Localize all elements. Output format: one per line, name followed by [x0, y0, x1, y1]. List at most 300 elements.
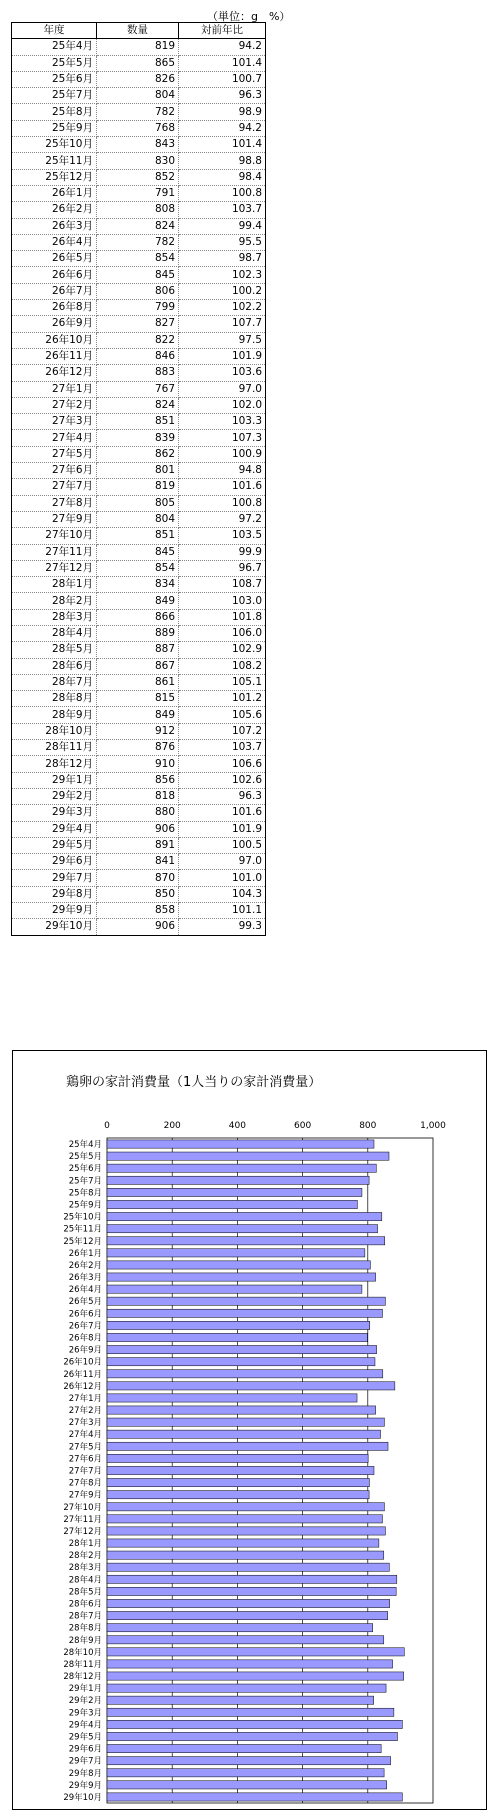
y-tick-label: 29年10月	[63, 1792, 102, 1803]
cell-year: 25年10月	[12, 137, 97, 153]
data-table	[11, 22, 266, 936]
cell-year: 27年8月	[12, 495, 97, 511]
cell-year: 26年11月	[12, 348, 97, 364]
bar	[107, 1237, 385, 1245]
cell-quantity: 850	[97, 886, 179, 902]
cell-yoy-ratio: 107.3	[179, 430, 266, 446]
cell-yoy-ratio: 101.9	[179, 821, 266, 837]
bar	[107, 1152, 389, 1160]
bar	[107, 1176, 369, 1184]
cell-quantity: 861	[97, 674, 179, 690]
bar	[107, 1611, 388, 1619]
y-tick-label: 28年1月	[68, 1539, 102, 1550]
cell-quantity: 824	[97, 397, 179, 413]
bar	[107, 1636, 384, 1644]
bar	[107, 1345, 377, 1353]
y-tick-label: 26年5月	[68, 1297, 102, 1308]
y-tick-label: 25年4月	[68, 1140, 102, 1151]
y-tick-label: 27年5月	[68, 1442, 102, 1453]
x-tick-label: 400	[228, 1121, 246, 1131]
cell-year: 25年4月	[12, 39, 97, 55]
bar	[107, 1648, 404, 1656]
unit-note: （単位：g %）	[207, 10, 291, 23]
cell-yoy-ratio: 95.5	[179, 234, 266, 250]
bar	[107, 1599, 390, 1607]
table-row	[12, 120, 266, 136]
cell-quantity: 830	[97, 153, 179, 169]
cell-quantity: 843	[97, 137, 179, 153]
cell-year: 28年1月	[12, 577, 97, 593]
table-row	[12, 71, 266, 87]
cell-year: 26年2月	[12, 202, 97, 218]
table-header-row	[12, 23, 266, 39]
table-row	[12, 267, 266, 283]
cell-year: 26年3月	[12, 218, 97, 234]
y-tick-label: 26年11月	[63, 1369, 102, 1380]
table-row	[12, 788, 266, 804]
cell-year: 25年8月	[12, 104, 97, 120]
y-tick-label: 25年10月	[63, 1212, 102, 1223]
cell-year: 27年2月	[12, 397, 97, 413]
table-row	[12, 137, 266, 153]
table-row	[12, 886, 266, 902]
cell-yoy-ratio: 108.7	[179, 577, 266, 593]
x-tick-label: 600	[294, 1121, 312, 1131]
table-row	[12, 577, 266, 593]
chart-title: 鶏卵の家計消費量（1人当りの家計消費量）	[66, 1075, 322, 1090]
bar	[107, 1200, 357, 1208]
x-tick-label: 0	[104, 1121, 110, 1131]
bar	[107, 1744, 381, 1752]
bar	[107, 1442, 388, 1450]
cell-quantity: 846	[97, 348, 179, 364]
cell-year: 29年10月	[12, 919, 97, 935]
cell-quantity: 851	[97, 414, 179, 430]
table-row	[12, 642, 266, 658]
cell-quantity: 867	[97, 658, 179, 674]
cell-year: 29年7月	[12, 870, 97, 886]
cell-yoy-ratio: 103.3	[179, 414, 266, 430]
bar	[107, 1273, 376, 1281]
y-tick-label: 27年2月	[68, 1406, 102, 1417]
cell-year: 29年4月	[12, 821, 97, 837]
bar	[107, 1551, 384, 1559]
cell-quantity: 849	[97, 707, 179, 723]
cell-yoy-ratio: 101.9	[179, 348, 266, 364]
cell-quantity: 839	[97, 430, 179, 446]
bar	[107, 1140, 374, 1148]
table-row	[12, 707, 266, 723]
cell-quantity: 805	[97, 495, 179, 511]
y-tick-label: 28年2月	[68, 1551, 102, 1562]
cell-quantity: 851	[97, 528, 179, 544]
y-tick-label: 27年3月	[68, 1418, 102, 1429]
bar	[107, 1466, 374, 1474]
cell-yoy-ratio: 100.9	[179, 446, 266, 462]
cell-year: 29年2月	[12, 788, 97, 804]
cell-yoy-ratio: 102.2	[179, 300, 266, 316]
cell-quantity: 841	[97, 854, 179, 870]
table-row	[12, 919, 266, 935]
chart-area	[12, 1050, 487, 1810]
cell-year: 28年5月	[12, 642, 97, 658]
cell-quantity: 876	[97, 740, 179, 756]
cell-quantity: 883	[97, 365, 179, 381]
cell-yoy-ratio: 100.5	[179, 837, 266, 853]
table-row	[12, 821, 266, 837]
y-tick-label: 29年2月	[68, 1696, 102, 1707]
bar	[107, 1418, 384, 1426]
cell-year: 26年9月	[12, 316, 97, 332]
table-row	[12, 332, 266, 348]
bar	[107, 1382, 395, 1390]
y-tick-label: 26年3月	[68, 1273, 102, 1284]
table-row	[12, 544, 266, 560]
cell-yoy-ratio: 97.0	[179, 854, 266, 870]
cell-yoy-ratio: 102.0	[179, 397, 266, 413]
cell-year: 25年7月	[12, 88, 97, 104]
cell-quantity: 822	[97, 332, 179, 348]
cell-year: 27年6月	[12, 463, 97, 479]
y-tick-label: 27年10月	[63, 1502, 102, 1513]
bar	[107, 1503, 384, 1511]
bar	[107, 1769, 384, 1777]
y-tick-label: 25年11月	[63, 1224, 102, 1235]
cell-yoy-ratio: 94.2	[179, 39, 266, 55]
cell-year: 26年8月	[12, 300, 97, 316]
y-tick-label: 29年8月	[68, 1768, 102, 1779]
chart-svg	[13, 1051, 488, 1811]
table-row	[12, 153, 266, 169]
cell-yoy-ratio: 94.8	[179, 463, 266, 479]
cell-yoy-ratio: 101.1	[179, 903, 266, 919]
table-row	[12, 609, 266, 625]
table-row	[12, 234, 266, 250]
cell-yoy-ratio: 103.5	[179, 528, 266, 544]
cell-year: 27年10月	[12, 528, 97, 544]
cell-yoy-ratio: 96.3	[179, 788, 266, 804]
bar	[107, 1297, 385, 1305]
bar	[107, 1285, 362, 1293]
table-row	[12, 854, 266, 870]
table-row	[12, 528, 266, 544]
bar	[107, 1587, 396, 1595]
bar	[107, 1309, 382, 1317]
cell-year: 25年6月	[12, 71, 97, 87]
bar	[107, 1539, 379, 1547]
table-row	[12, 414, 266, 430]
bar	[107, 1454, 368, 1462]
y-tick-label: 28年4月	[68, 1575, 102, 1586]
cell-yoy-ratio: 107.2	[179, 723, 266, 739]
bar	[107, 1793, 402, 1801]
cell-year: 28年12月	[12, 756, 97, 772]
table-row	[12, 381, 266, 397]
y-tick-label: 27年9月	[68, 1490, 102, 1501]
cell-quantity: 845	[97, 544, 179, 560]
bar	[107, 1527, 385, 1535]
table-row	[12, 169, 266, 185]
table-row	[12, 593, 266, 609]
cell-quantity: 799	[97, 300, 179, 316]
header-quantity: 数量	[97, 23, 179, 39]
cell-quantity: 906	[97, 821, 179, 837]
cell-year: 27年3月	[12, 414, 97, 430]
cell-quantity: 801	[97, 463, 179, 479]
cell-quantity: 824	[97, 218, 179, 234]
bar	[107, 1515, 382, 1523]
cell-year: 29年6月	[12, 854, 97, 870]
bar	[107, 1781, 387, 1789]
cell-yoy-ratio: 100.2	[179, 283, 266, 299]
bar	[107, 1249, 365, 1257]
cell-yoy-ratio: 108.2	[179, 658, 266, 674]
bar	[107, 1261, 370, 1269]
cell-quantity: 845	[97, 267, 179, 283]
cell-quantity: 782	[97, 234, 179, 250]
bar	[107, 1563, 389, 1571]
cell-yoy-ratio: 100.7	[179, 71, 266, 87]
y-tick-label: 28年5月	[68, 1587, 102, 1598]
table-row	[12, 251, 266, 267]
cell-year: 26年5月	[12, 251, 97, 267]
cell-year: 29年3月	[12, 805, 97, 821]
table-row	[12, 300, 266, 316]
cell-yoy-ratio: 99.3	[179, 919, 266, 935]
table-row	[12, 723, 266, 739]
cell-quantity: 804	[97, 511, 179, 527]
cell-year: 25年11月	[12, 153, 97, 169]
y-tick-label: 25年7月	[68, 1176, 102, 1187]
cell-yoy-ratio: 101.6	[179, 479, 266, 495]
cell-year: 26年12月	[12, 365, 97, 381]
table-row	[12, 691, 266, 707]
cell-yoy-ratio: 98.8	[179, 153, 266, 169]
table-row	[12, 870, 266, 886]
y-tick-label: 29年3月	[68, 1708, 102, 1719]
cell-yoy-ratio: 101.4	[179, 55, 266, 71]
table-row	[12, 560, 266, 576]
y-tick-label: 25年5月	[68, 1152, 102, 1163]
cell-year: 28年6月	[12, 658, 97, 674]
y-tick-label: 26年9月	[68, 1345, 102, 1356]
table-row	[12, 55, 266, 71]
cell-year: 27年7月	[12, 479, 97, 495]
cell-quantity: 866	[97, 609, 179, 625]
cell-year: 25年5月	[12, 55, 97, 71]
bar	[107, 1575, 397, 1583]
cell-quantity: 808	[97, 202, 179, 218]
bar	[107, 1225, 378, 1233]
cell-quantity: 767	[97, 381, 179, 397]
table-row	[12, 88, 266, 104]
y-tick-label: 26年7月	[68, 1321, 102, 1332]
cell-yoy-ratio: 97.0	[179, 381, 266, 397]
cell-quantity: 818	[97, 788, 179, 804]
cell-quantity: 912	[97, 723, 179, 739]
bar	[107, 1732, 397, 1740]
table-row	[12, 479, 266, 495]
cell-year: 27年5月	[12, 446, 97, 462]
cell-year: 26年7月	[12, 283, 97, 299]
bar	[107, 1188, 362, 1196]
table-row	[12, 446, 266, 462]
cell-quantity: 880	[97, 805, 179, 821]
cell-year: 27年1月	[12, 381, 97, 397]
y-tick-label: 26年1月	[68, 1248, 102, 1259]
y-tick-label: 26年6月	[68, 1309, 102, 1320]
table-row	[12, 218, 266, 234]
cell-yoy-ratio: 101.6	[179, 805, 266, 821]
cell-year: 28年4月	[12, 625, 97, 641]
cell-year: 28年8月	[12, 691, 97, 707]
table-row	[12, 805, 266, 821]
y-tick-label: 29年7月	[68, 1756, 102, 1767]
y-tick-label: 27年4月	[68, 1430, 102, 1441]
cell-yoy-ratio: 103.0	[179, 593, 266, 609]
cell-yoy-ratio: 103.6	[179, 365, 266, 381]
cell-year: 29年9月	[12, 903, 97, 919]
y-tick-label: 27年11月	[63, 1514, 102, 1525]
table-row	[12, 772, 266, 788]
cell-yoy-ratio: 106.6	[179, 756, 266, 772]
cell-yoy-ratio: 102.6	[179, 772, 266, 788]
table-row	[12, 511, 266, 527]
cell-quantity: 849	[97, 593, 179, 609]
bar	[107, 1491, 369, 1499]
y-tick-label: 27年7月	[68, 1466, 102, 1477]
cell-year: 28年7月	[12, 674, 97, 690]
cell-quantity: 791	[97, 185, 179, 201]
table-row	[12, 674, 266, 690]
cell-yoy-ratio: 101.8	[179, 609, 266, 625]
y-tick-label: 25年6月	[68, 1164, 102, 1175]
cell-quantity: 856	[97, 772, 179, 788]
cell-yoy-ratio: 101.4	[179, 137, 266, 153]
bar	[107, 1394, 357, 1402]
table-row	[12, 625, 266, 641]
cell-yoy-ratio: 102.9	[179, 642, 266, 658]
cell-quantity: 819	[97, 39, 179, 55]
cell-quantity: 827	[97, 316, 179, 332]
bar	[107, 1478, 369, 1486]
cell-yoy-ratio: 105.6	[179, 707, 266, 723]
bar	[107, 1358, 375, 1366]
cell-quantity: 806	[97, 283, 179, 299]
y-tick-label: 27年1月	[68, 1393, 102, 1404]
cell-quantity: 854	[97, 560, 179, 576]
y-tick-label: 26年2月	[68, 1260, 102, 1271]
table-row	[12, 39, 266, 55]
y-tick-label: 27年12月	[63, 1526, 102, 1537]
cell-yoy-ratio: 103.7	[179, 202, 266, 218]
cell-yoy-ratio: 107.7	[179, 316, 266, 332]
cell-quantity: 852	[97, 169, 179, 185]
table-row	[12, 495, 266, 511]
bar	[107, 1430, 381, 1438]
y-tick-label: 28年3月	[68, 1563, 102, 1574]
bar	[107, 1406, 376, 1414]
table-row	[12, 316, 266, 332]
cell-quantity: 865	[97, 55, 179, 71]
cell-year: 28年9月	[12, 707, 97, 723]
cell-quantity: 910	[97, 756, 179, 772]
y-tick-label: 27年6月	[68, 1454, 102, 1465]
y-tick-label: 27年8月	[68, 1478, 102, 1489]
cell-quantity: 834	[97, 577, 179, 593]
bar	[107, 1321, 370, 1329]
cell-yoy-ratio: 99.4	[179, 218, 266, 234]
header-year: 年度	[12, 23, 97, 39]
cell-year: 27年12月	[12, 560, 97, 576]
cell-quantity: 870	[97, 870, 179, 886]
bar	[107, 1624, 373, 1632]
y-tick-label: 28年12月	[63, 1672, 102, 1683]
y-tick-label: 29年4月	[68, 1720, 102, 1731]
cell-quantity: 826	[97, 71, 179, 87]
cell-year: 25年12月	[12, 169, 97, 185]
bar	[107, 1164, 376, 1172]
cell-yoy-ratio: 106.0	[179, 625, 266, 641]
cell-year: 29年8月	[12, 886, 97, 902]
y-tick-label: 28年6月	[68, 1599, 102, 1610]
y-tick-label: 28年7月	[68, 1611, 102, 1622]
y-tick-label: 28年9月	[68, 1635, 102, 1646]
table-row	[12, 365, 266, 381]
cell-quantity: 815	[97, 691, 179, 707]
cell-yoy-ratio: 104.3	[179, 886, 266, 902]
cell-year: 26年4月	[12, 234, 97, 250]
bar	[107, 1370, 383, 1378]
bar	[107, 1696, 374, 1704]
cell-year: 27年11月	[12, 544, 97, 560]
cell-yoy-ratio: 98.9	[179, 104, 266, 120]
cell-yoy-ratio: 98.4	[179, 169, 266, 185]
cell-year: 26年6月	[12, 267, 97, 283]
cell-quantity: 858	[97, 903, 179, 919]
cell-year: 29年5月	[12, 837, 97, 853]
cell-year: 28年3月	[12, 609, 97, 625]
cell-quantity: 768	[97, 120, 179, 136]
cell-yoy-ratio: 105.1	[179, 674, 266, 690]
y-tick-label: 25年9月	[68, 1200, 102, 1211]
cell-year: 27年9月	[12, 511, 97, 527]
y-tick-label: 28年8月	[68, 1623, 102, 1634]
cell-yoy-ratio: 101.2	[179, 691, 266, 707]
cell-yoy-ratio: 98.7	[179, 251, 266, 267]
cell-quantity: 819	[97, 479, 179, 495]
cell-quantity: 782	[97, 104, 179, 120]
y-tick-label: 26年8月	[68, 1333, 102, 1344]
cell-year: 25年9月	[12, 120, 97, 136]
y-tick-label: 29年6月	[68, 1744, 102, 1755]
y-tick-label: 29年5月	[68, 1732, 102, 1743]
table-row	[12, 185, 266, 201]
cell-quantity: 891	[97, 837, 179, 853]
cell-quantity: 862	[97, 446, 179, 462]
cell-year: 26年10月	[12, 332, 97, 348]
cell-yoy-ratio: 100.8	[179, 495, 266, 511]
x-tick-label: 1,000	[420, 1121, 446, 1131]
cell-yoy-ratio: 100.8	[179, 185, 266, 201]
cell-year: 28年2月	[12, 593, 97, 609]
cell-quantity: 854	[97, 251, 179, 267]
bar	[107, 1708, 394, 1716]
cell-yoy-ratio: 97.2	[179, 511, 266, 527]
cell-quantity: 887	[97, 642, 179, 658]
table-row	[12, 740, 266, 756]
table-row	[12, 837, 266, 853]
